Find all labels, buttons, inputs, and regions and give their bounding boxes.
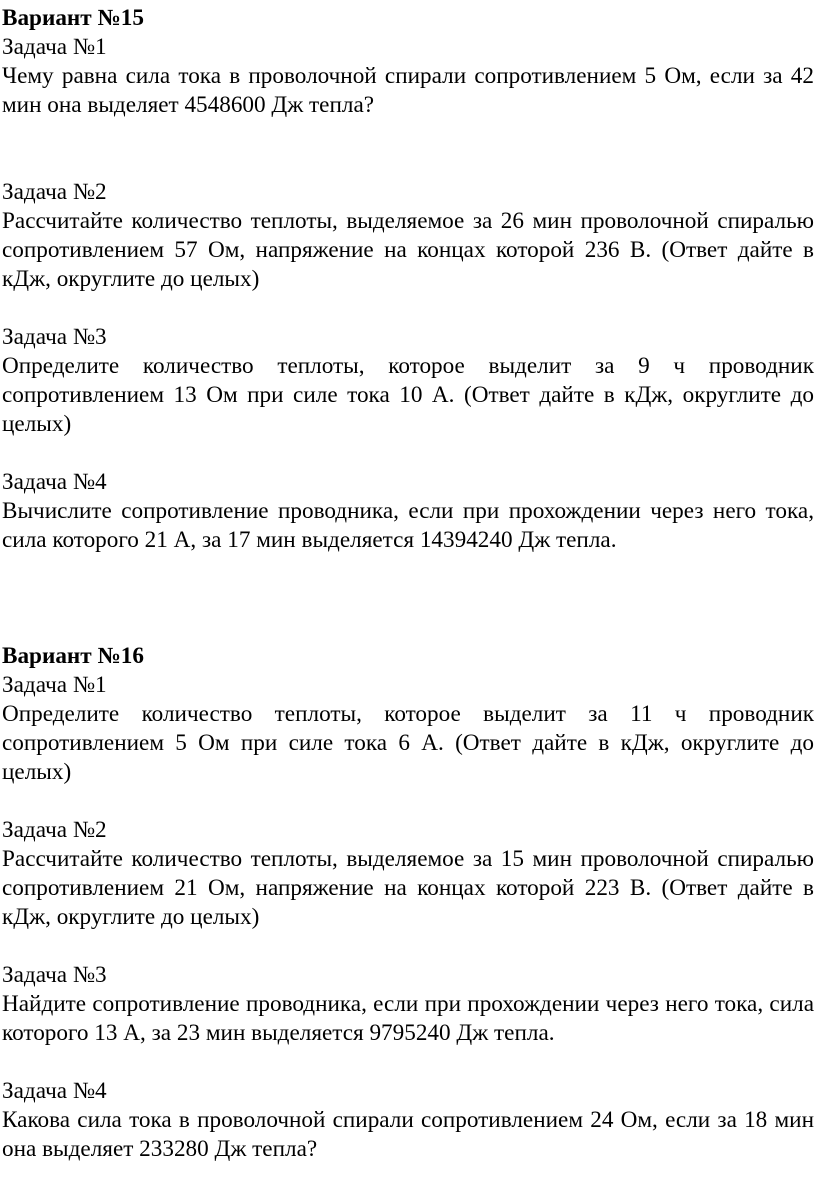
task-1 xyxy=(2,33,814,120)
task-text: Найдите сопротивление проводника, если при прохождении через него тока, сила которого 13 А, за 23 мин выделяется 9795240 Дж тепла. xyxy=(2,991,814,1046)
variant-title: Вариант №15 xyxy=(2,5,144,31)
variant-15 xyxy=(2,4,814,555)
task-text: Вычислите сопротивление проводника, если при прохождении через него тока, сила которого 21 А, за 17 мин выделяется 14394240 Дж тепла. xyxy=(2,498,814,553)
task-label: Задача №1 xyxy=(2,34,107,60)
task-4 xyxy=(2,468,814,555)
task-label: Задача №3 xyxy=(2,324,107,350)
task-2 xyxy=(2,816,814,932)
variant-title: Вариант №16 xyxy=(2,643,144,669)
task-label: Задача №1 xyxy=(2,672,107,698)
task-text: Определите количество теплоты, которое выделит за 11 ч проводник сопротивлением 5 Ом при силе тока 6 А. (Ответ дайте в кДж, округлите до целых) xyxy=(2,701,814,785)
task-1 xyxy=(2,671,814,787)
spacer xyxy=(2,294,814,323)
spacer xyxy=(2,555,814,642)
task-4 xyxy=(2,1077,814,1164)
task-label: Задача №4 xyxy=(2,469,107,495)
spacer xyxy=(2,787,814,816)
spacer xyxy=(2,932,814,961)
task-text: Рассчитайте количество теплоты, выделяемое за 15 мин проволочной спиралью сопротивлением 21 Ом, напряжение на концах которой 223 В. (Ответ дайте в кДж, округлите до целых) xyxy=(2,846,814,930)
task-2 xyxy=(2,178,814,294)
variant-16 xyxy=(2,642,814,1164)
spacer xyxy=(2,439,814,468)
spacer xyxy=(2,1048,814,1077)
task-text: Определите количество теплоты, которое выделит за 9 ч проводник сопротивлением 13 Ом при силе тока 10 А. (Ответ дайте в кДж, округлите до целых) xyxy=(2,353,814,437)
task-text: Какова сила тока в проволочной спирали сопротивлением 24 Ом, если за 18 мин она выделяет 233280 Дж тепла? xyxy=(2,1107,814,1162)
task-text: Чему равна сила тока в проволочной спирали сопротивлением 5 Ом, если за 42 мин она выделяет 4548600 Дж тепла? xyxy=(2,63,814,118)
task-3 xyxy=(2,961,814,1048)
task-3 xyxy=(2,323,814,439)
task-label: Задача №4 xyxy=(2,1078,107,1104)
task-label: Задача №2 xyxy=(2,817,107,843)
task-label: Задача №2 xyxy=(2,179,107,205)
task-label: Задача №3 xyxy=(2,962,107,988)
spacer xyxy=(2,120,814,178)
task-text: Рассчитайте количество теплоты, выделяемое за 26 мин проволочной спиралью сопротивлением 57 Ом, напряжение на концах которой 236 В. (Ответ дайте в кДж, округлите до целых) xyxy=(2,208,814,292)
